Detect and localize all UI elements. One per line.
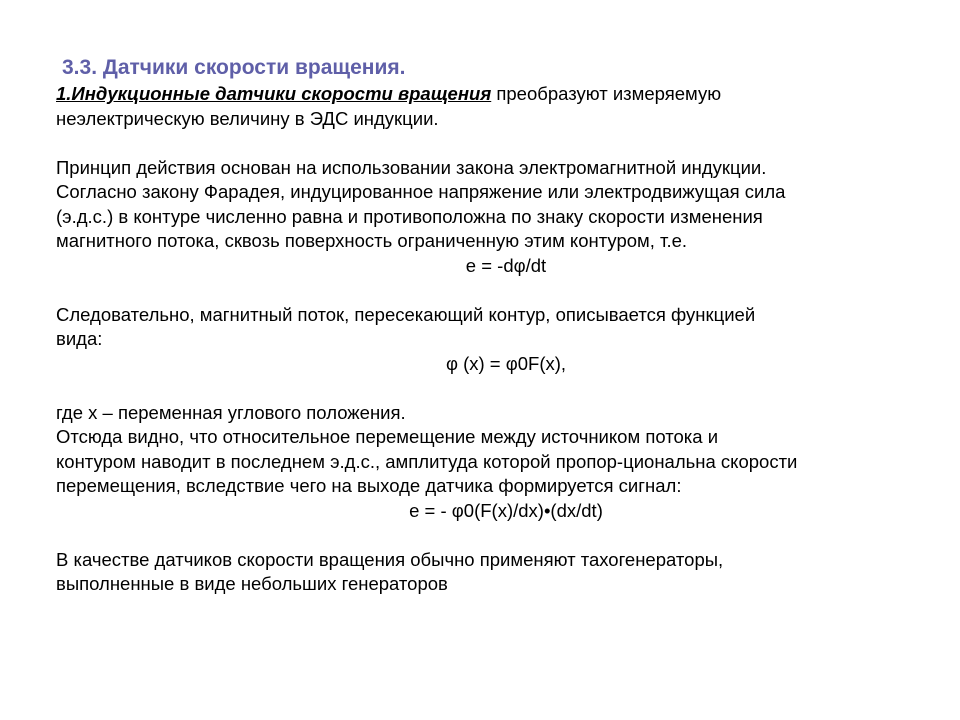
formula-signal: e = - φ0(F(x)/dx)•(dx/dt): [409, 499, 603, 521]
intro-line-1: [56, 82, 916, 107]
intro-line-2: неэлектрическую величину в ЭДС индукции.: [56, 107, 439, 129]
explanation-line: контуром наводит в последнем э.д.с., амплитуда которой пропор-циональна скорости: [56, 450, 798, 472]
spacer: [56, 523, 916, 548]
formula-flux: φ (x) = φ0F(x),: [445, 352, 567, 374]
explanation-line: перемещения, вследствие чего на выходе датчика формируется сигнал:: [56, 475, 682, 496]
slide-title: 3.3. Датчики скорости вращения.: [62, 56, 406, 79]
spacer: [56, 131, 916, 156]
slide-body: [56, 82, 916, 597]
principle-line: (э.д.с.) в контуре численно равна и противоположна по знаку скорости изменения: [56, 205, 763, 227]
formula-faraday: e = -dφ/dt: [465, 254, 547, 276]
conclusion-line: В качестве датчиков скорости вращения обычно применяют тахогенераторы,: [56, 548, 724, 570]
conclusion-line: выполненные в виде небольших генераторов: [56, 573, 448, 594]
principle-line: магнитного потока, сквозь поверхность ограниченную этим контуром, т.е.: [56, 230, 688, 251]
consequence-line: вида:: [56, 328, 103, 349]
spacer: [56, 376, 916, 401]
explanation-line: Отсюда видно, что относительное перемещение между источником потока и: [56, 426, 719, 447]
intro-heading: 1.Индукционные датчики скорости вращения: [56, 83, 492, 104]
consequence-line: Следовательно, магнитный поток, пересекающий контур, описывается функцией: [56, 303, 756, 325]
principle-line: Принцип действия основан на использовании закона электромагнитной индукции.: [56, 156, 767, 178]
explanation-line: где x – переменная углового положения.: [56, 401, 406, 423]
intro-line-1-rest: преобразуют измеряемую: [491, 83, 722, 104]
spacer: [56, 278, 916, 303]
principle-line: Согласно закону Фарадея, индуцированное напряжение или электродвижущая сила: [56, 181, 786, 202]
